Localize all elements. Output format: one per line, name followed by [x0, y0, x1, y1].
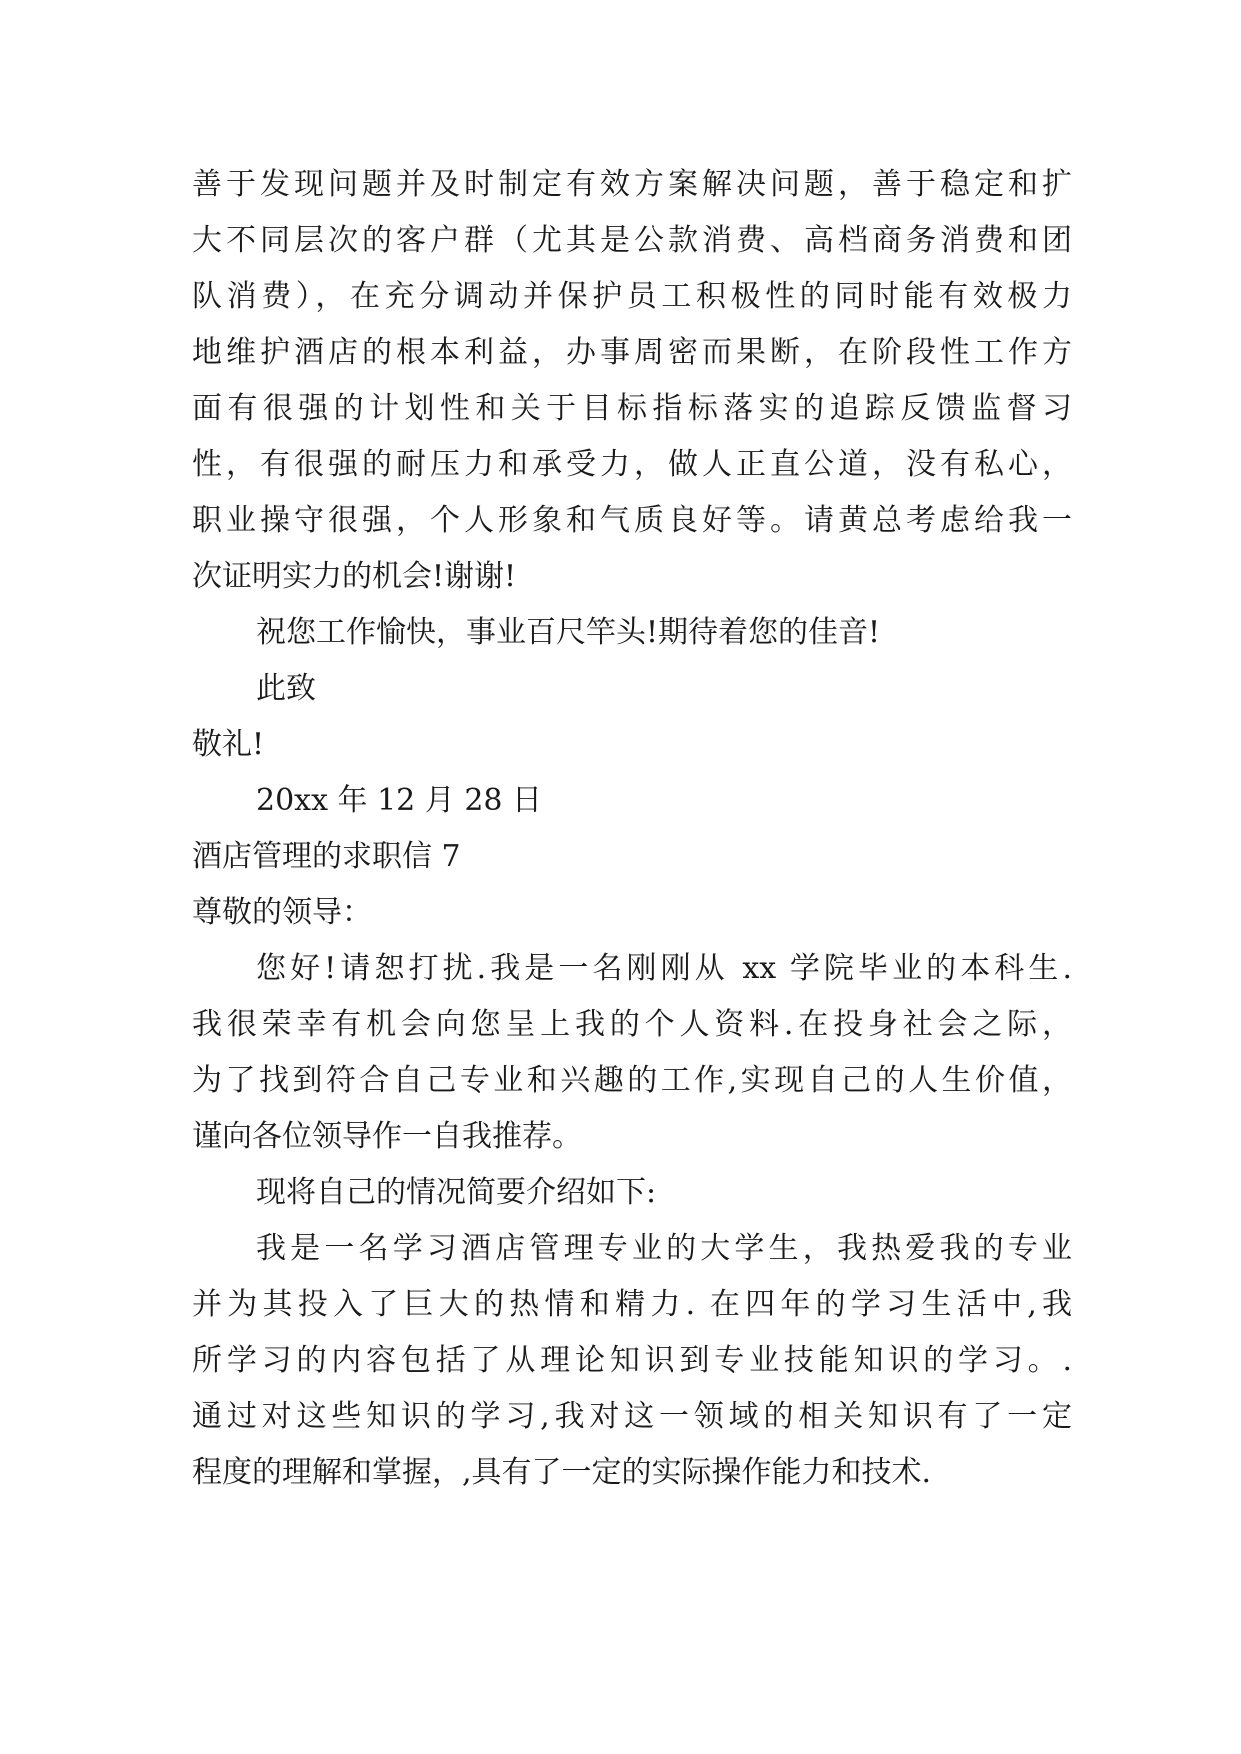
closing-wish: 祝您工作愉快，事业百尺竿头!期待着您的佳音! — [256, 615, 881, 650]
text-line: 谨向各位领导作一自我推荐。 — [192, 1119, 582, 1154]
greeting: 尊敬的领导： — [192, 895, 372, 930]
text-line: 大不同层次的客户群（尤其是公款消费、高档商务消费和团 — [192, 223, 1072, 258]
text-line: 次证明实力的机会!谢谢! — [192, 559, 517, 594]
letter-body — [192, 157, 1072, 1501]
letter-date: 20xx 年 12 月 28 日 — [256, 783, 543, 818]
text-line: 现将自己的情况简要介绍如下: — [256, 1175, 657, 1210]
section-title: 酒店管理的求职信 7 — [192, 839, 461, 874]
text-line: 地维护酒店的根本利益，办事周密而果断，在阶段性工作方 — [192, 335, 1072, 370]
text-line: 面有很强的计划性和关于目标指标落实的追踪反馈监督习 — [192, 391, 1072, 426]
text-line: 为了找到符合自己专业和兴趣的工作,实现自己的人生价值， — [192, 1063, 1072, 1098]
text-line: 我很荣幸有机会向您呈上我的个人资料.在投身社会之际， — [192, 1007, 1072, 1042]
text-line: 性，有很强的耐压力和承受力，做人正直公道，没有私心， — [192, 447, 1072, 482]
salutation-respect: 敬礼! — [192, 727, 265, 762]
text-line: 善于发现问题并及时制定有效方案解决问题，善于稳定和扩 — [192, 167, 1072, 202]
text-line: 职业操守很强，个人形象和气质良好等。请黄总考虑给我一 — [192, 503, 1072, 538]
text-line: 通过对这些知识的学习,我对这一领域的相关知识有了一定 — [192, 1399, 1072, 1434]
salutation-closing: 此致 — [256, 671, 316, 706]
text-line: 我是一名学习酒店管理专业的大学生，我热爱我的专业 — [256, 1231, 1072, 1266]
text-line: 程度的理解和掌握，,具有了一定的实际操作能力和技术. — [192, 1455, 932, 1490]
text-line: 您好!请恕打扰.我是一名刚刚从 xx 学院毕业的本科生. — [256, 951, 1072, 986]
text-line: 并为其投入了巨大的热情和精力. 在四年的学习生活中,我 — [192, 1287, 1072, 1322]
text-line: 队消费），在充分调动并保护员工积极性的同时能有效极力 — [192, 279, 1072, 314]
text-line: 所学习的内容包括了从理论知识到专业技能知识的学习。. — [192, 1343, 1072, 1378]
